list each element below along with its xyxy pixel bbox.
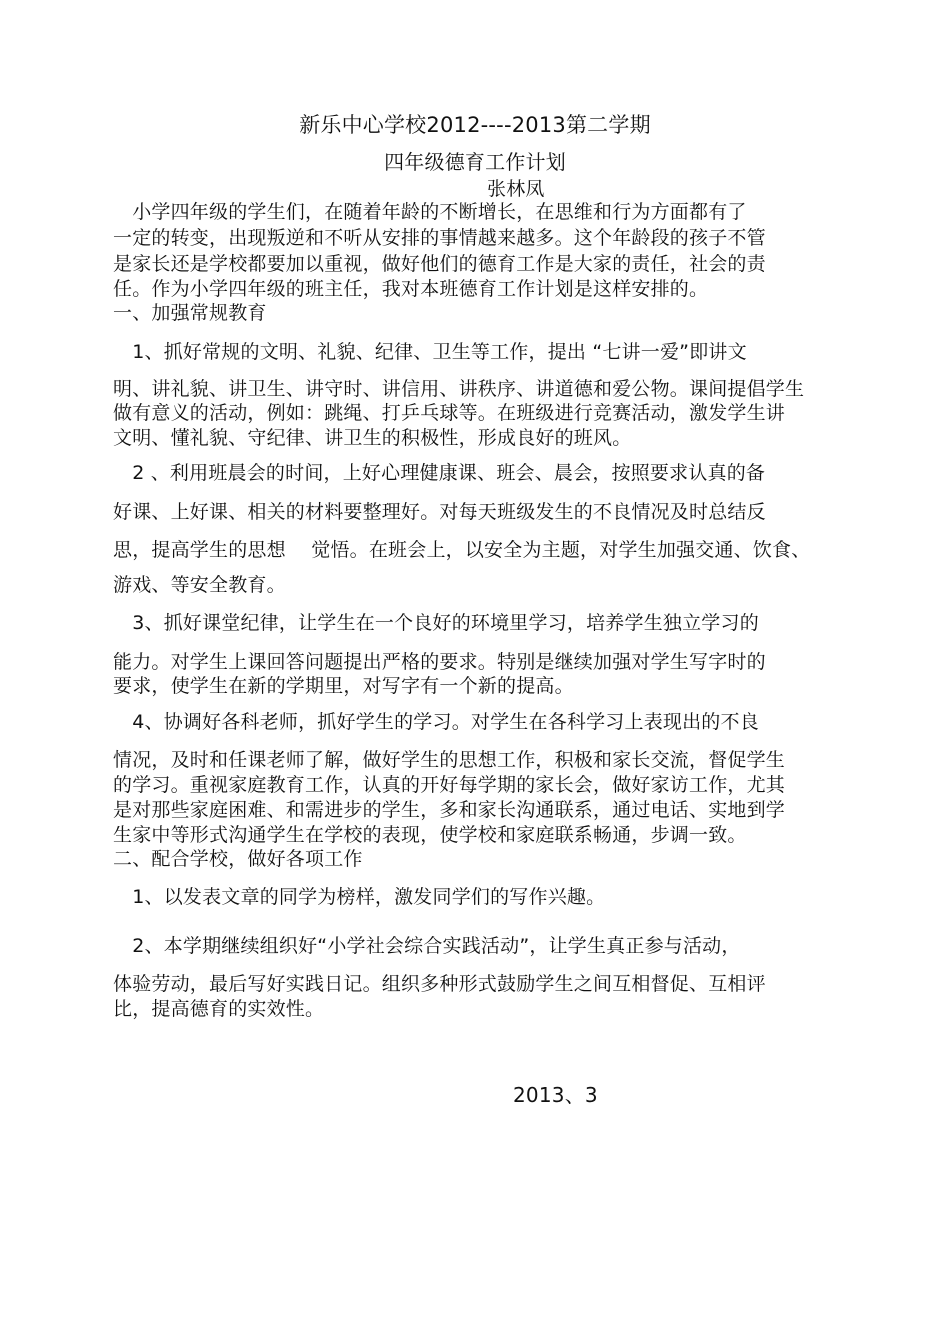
- paragraph-line: 2 、利用班晨会的时间，上好心理健康课、班会、晨会，按照要求认真的备: [113, 462, 766, 484]
- document-subtitle: 四年级德育工作计划: [384, 150, 566, 174]
- intro-line: 是家长还是学校都要加以重视，做好他们的德育工作是大家的责任，社会的责: [113, 253, 766, 275]
- paragraph-line: 体验劳动，最后写好实践日记。组织多种形式鼓励学生之间互相督促、互相评: [113, 973, 766, 995]
- paragraph-line: 游戏、等安全教育。: [113, 574, 286, 596]
- section-heading: 二、配合学校，做好各项工作: [113, 848, 363, 870]
- document-title: 新乐中心学校2012----2013第二学期: [299, 113, 651, 137]
- paragraph-line: 1、抓好常规的文明、礼貌、纪律、卫生等工作，提出 “七讲一爱”即讲文: [113, 341, 747, 363]
- intro-line: 小学四年级的学生们，在随着年龄的不断增长，在思维和行为方面都有了: [113, 201, 747, 223]
- paragraph-line: 比，提高德育的实效性。: [113, 998, 325, 1020]
- intro-line: 任。作为小学四年级的班主任，我对本班德育工作计划是这样安排的。: [113, 278, 709, 300]
- document-date: 2013、3: [513, 1083, 598, 1107]
- paragraph-line: 要求，使学生在新的学期里，对写字有一个新的提高。: [113, 675, 574, 697]
- paragraph-line: 做有意义的活动，例如：跳绳、打乒乓球等。在班级进行竞赛活动，激发学生讲: [113, 402, 786, 424]
- paragraph-line: 的学习。重视家庭教育工作，认真的开好每学期的家长会，做好家访工作，尤其: [113, 774, 786, 796]
- paragraph-line: 4、协调好各科老师，抓好学生的学习。对学生在各科学习上表现出的不良: [113, 711, 759, 733]
- paragraph-line: 1、以发表文章的同学为榜样，激发同学们的写作兴趣。: [113, 886, 606, 908]
- paragraph-line: 明、讲礼貌、讲卫生、讲守时、讲信用、讲秩序、讲道德和爱公物。课间提倡学生: [113, 378, 805, 400]
- intro-line: 一定的转变，出现叛逆和不听从安排的事情越来越多。这个年龄段的孩子不管: [113, 227, 766, 249]
- paragraph-line: 3、抓好课堂纪律，让学生在一个良好的环境里学习，培养学生独立学习的: [113, 612, 759, 634]
- paragraph-line: 能力。对学生上课回答问题提出严格的要求。特别是继续加强对学生写字时的: [113, 651, 766, 673]
- paragraph-line: 情况，及时和任课老师了解，做好学生的思想工作，积极和家长交流，督促学生: [113, 749, 786, 771]
- paragraph-line: 好课、上好课、相关的材料要整理好。对每天班级发生的不良情况及时总结反: [113, 501, 766, 523]
- section-heading: 一、加强常规教育: [113, 302, 267, 324]
- paragraph-line: 文明、懂礼貌、守纪律、讲卫生的积极性，形成良好的班风。: [113, 427, 632, 449]
- paragraph-line: 是对那些家庭困难、和需进步的学生，多和家长沟通联系，通过电话、实地到学: [113, 799, 786, 821]
- paragraph-line: 2、本学期继续组织好“小学社会综合实践活动”，让学生真正参与活动，: [113, 935, 741, 957]
- paragraph-line: 思，提高学生的思想 觉悟。在班会上，以安全为主题，对学生加强交通、饮食、: [113, 539, 811, 561]
- paragraph-line: 生家中等形式沟通学生在学校的表现，使学校和家庭联系畅通，步调一致。: [113, 824, 747, 846]
- author-name: 张林凤: [487, 178, 545, 200]
